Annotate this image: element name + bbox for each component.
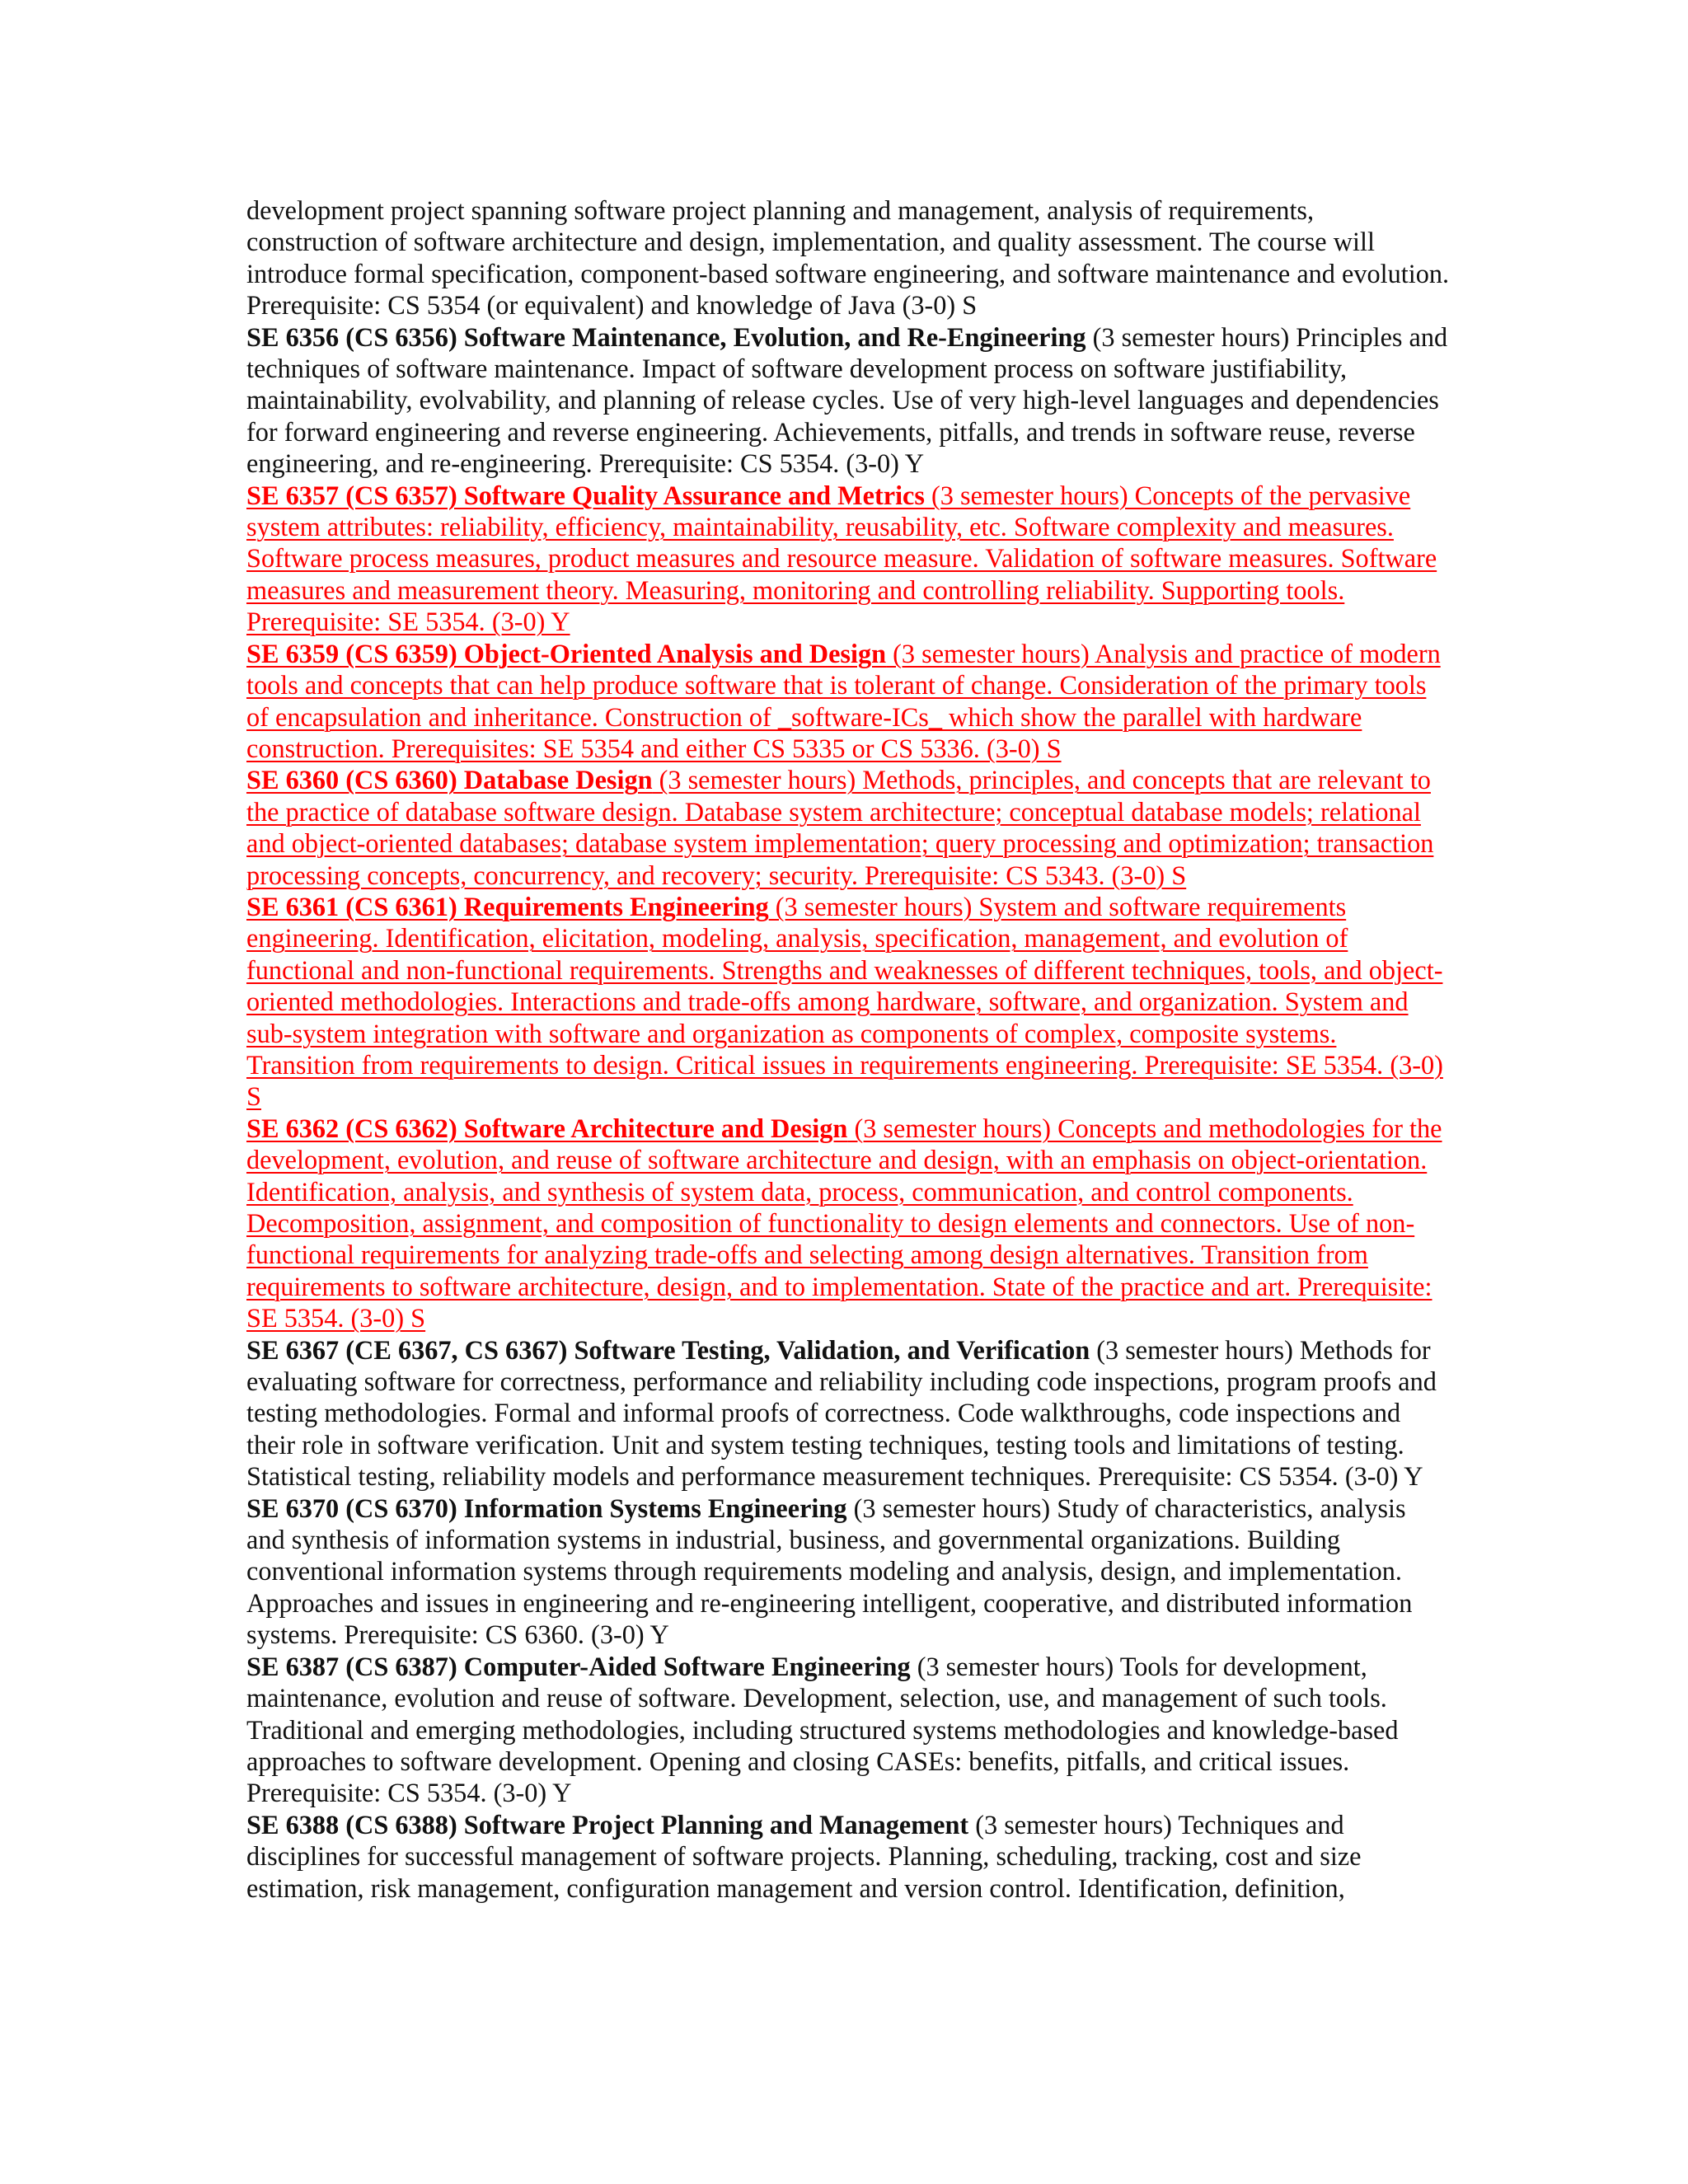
course-description: (3 semester hours) Tools for development, maintenance, evolution and reuse of software. Development, selection, use, and management of such tools. Traditional and emerging methodologies, including structured systems methodologies and knowledge-based approaches to software development. Opening and closing CASEs: benefits, pitfalls, and critical issues. Prerequisite: CS 5354. (3-0) Y	[246, 1651, 1399, 1808]
course-entry-se6362	[246, 1113, 1450, 1334]
course-description: (3 semester hours) Techniques and disciplines for successful management of software projects. Planning, scheduling, tracking, cost and size estimation, risk management, configuration management and version control. Identification, definition,	[246, 1809, 1362, 1903]
course-description: (3 semester hours) Methods, principles, and concepts that are relevant to the practice of database software design. Database system architecture; conceptual database models; relational and object-oriented databases; database system implementation; query processing and optimization; transaction processing concepts, concurrency, and recovery; security. Prerequisite: CS 5343. (3-0) S	[246, 765, 1434, 890]
course-description: (3 semester hours) Concepts and methodologies for the development, evolution, and reuse of software architecture and design, with an emphasis on object-orientation. Identification, analysis, and synthesis of system data, process, communication, and control components. Decomposition, assignment, and composition of functionality to design elements and connectors. Use of non-functional requirements for analyzing trade-offs and selecting among design alternatives. Transition from requirements to software architecture, design, and to implementation. State of the practice and art. Prerequisite: SE 5354. (3-0) S	[246, 1113, 1442, 1333]
course-entry-se6357	[246, 480, 1450, 638]
course-description: (3 semester hours) Principles and techniques of software maintenance. Impact of software development process on software justifiability, maintainability, evolvability, and planning of release cycles. Use of very high-level languages and dependencies for forward engineering and reverse engineering. Achievements, pitfalls, and trends in software reuse, reverse engineering, and re-engineering. Prerequisite: CS 5354. (3-0) Y	[246, 321, 1448, 479]
course-title: SE 6388 (CS 6388) Software Project Planning and Management	[246, 1809, 969, 1840]
course-description: (3 semester hours) Methods for evaluating software for correctness, performance and reliability including code inspections, program proofs and testing methodologies. Formal and informal proofs of correctness. Code walkthroughs, code inspections and their role in software verification. Unit and system testing techniques, testing tools and limitations of testing. Statistical testing, reliability models and performance measurement techniques. Prerequisite: CS 5354. (3-0) Y	[246, 1334, 1437, 1492]
course-entry-continued	[246, 194, 1450, 321]
course-title: SE 6370 (CS 6370) Information Systems Engineering	[246, 1493, 847, 1523]
course-title: SE 6356 (CS 6356) Software Maintenance, Evolution, and Re-Engineering	[246, 321, 1086, 352]
course-entry-se6367	[246, 1334, 1450, 1493]
catalog-page	[246, 194, 1450, 1904]
course-title: SE 6361 (CS 6361) Requirements Engineering	[246, 891, 769, 921]
course-description: (3 semester hours) Concepts of the pervasive system attributes: reliability, efficiency, maintainability, reusability, etc. Software complexity and measures. Software process measures, product measures and resource measure. Validation of software measures. Software measures and measurement theory. Measuring, monitoring and controlling reliability. Supporting tools. Prerequisite: SE 5354. (3-0) Y	[246, 480, 1437, 637]
course-entry-se6387	[246, 1651, 1450, 1809]
course-description: (3 semester hours) System and software requirements engineering. Identification, elicitation, modeling, analysis, specification, management, and evolution of functional and non-functional requirements. Strengths and weaknesses of different techniques, tools, and object-oriented methodologies. Interactions and trade-offs among hardware, software, and organization. System and sub-system integration with software and organization as components of complex, composite systems. Transition from requirements to design. Critical issues in requirements engineering. Prerequisite: SE 5354. (3-0) S	[246, 891, 1443, 1112]
course-title: SE 6360 (CS 6360) Database Design	[246, 765, 653, 795]
course-title: SE 6367 (CE 6367, CS 6367) Software Testing, Validation, and Verification	[246, 1334, 1090, 1365]
course-title: SE 6387 (CS 6387) Computer-Aided Software Engineering	[246, 1651, 911, 1681]
course-description: (3 semester hours) Analysis and practice of modern tools and concepts that can help produce software that is tolerant of change. Consideration of the primary tools of encapsulation and inheritance. Construction of _software-ICs_ which show the parallel with hardware construction. Prerequisites: SE 5354 and either CS 5335 or CS 5336. (3-0) S	[246, 638, 1441, 763]
course-entry-se6359	[246, 638, 1450, 765]
course-entry-se6360	[246, 764, 1450, 891]
course-entry-se6356	[246, 321, 1450, 480]
course-entry-se6361	[246, 891, 1450, 1113]
course-title: SE 6359 (CS 6359) Object-Oriented Analysis and Design	[246, 638, 887, 668]
course-entry-se6388	[246, 1809, 1450, 1904]
course-entry-se6370	[246, 1493, 1450, 1651]
course-description: development project spanning software project planning and management, analysis of requirements, construction of software architecture and design, implementation, and quality assessment. The course will introduce formal specification, component-based software engineering, and software maintenance and evolution. Prerequisite: CS 5354 (or equivalent) and knowledge of Java (3-0) S	[246, 195, 1450, 321]
course-title: SE 6357 (CS 6357) Software Quality Assurance and Metrics	[246, 480, 925, 510]
course-description: (3 semester hours) Study of characteristics, analysis and synthesis of information systems in industrial, business, and governmental organizations. Building conventional information systems through requirements modeling and analysis, design, and implementation. Approaches and issues in engineering and re-engineering intelligent, cooperative, and distributed information systems. Prerequisite: CS 6360. (3-0) Y	[246, 1493, 1413, 1650]
course-title: SE 6362 (CS 6362) Software Architecture and Design	[246, 1113, 848, 1143]
